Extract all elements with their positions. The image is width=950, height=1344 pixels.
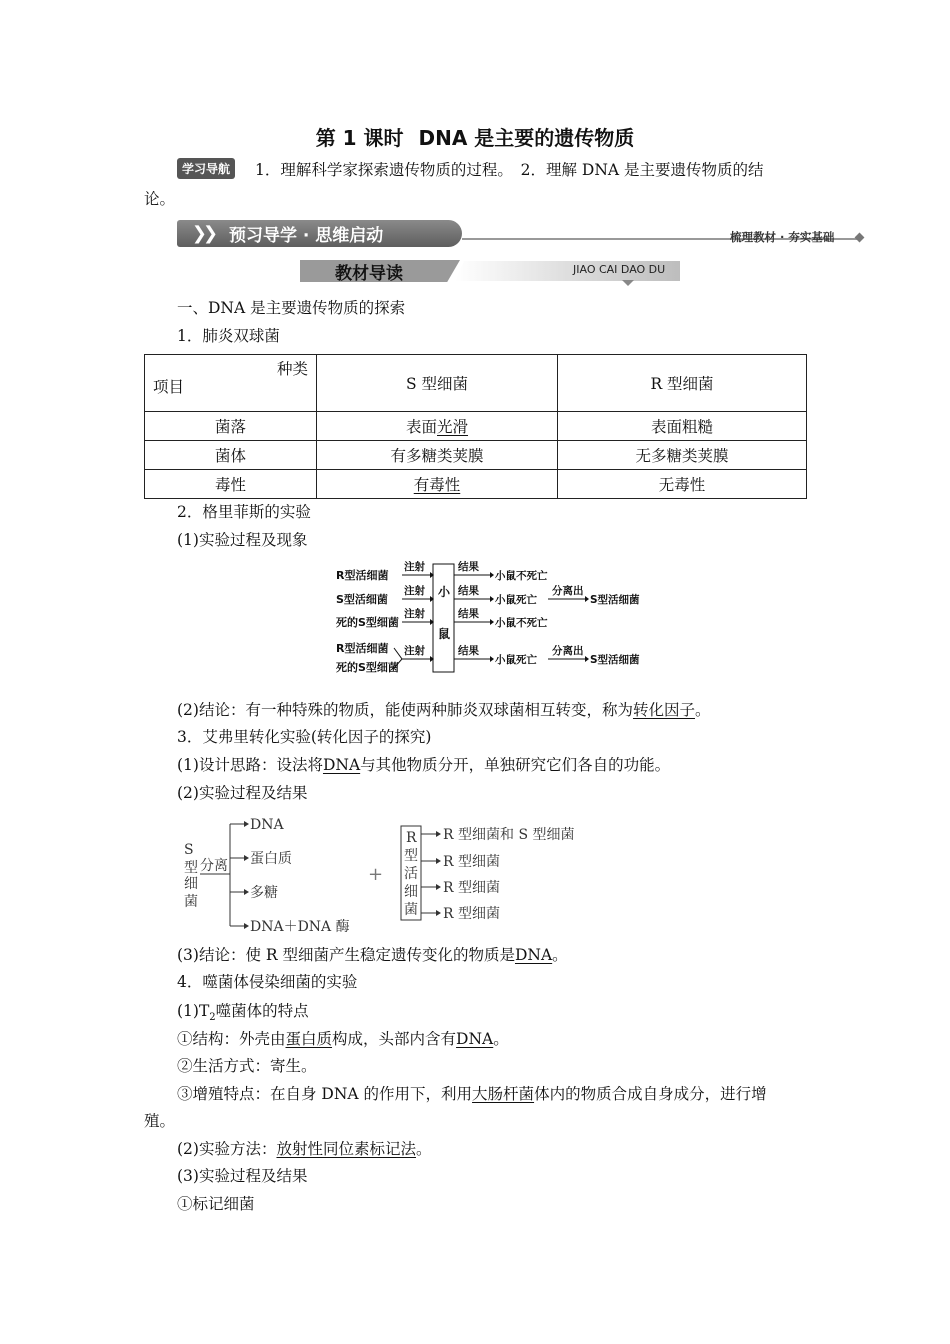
- row-label: 毒性: [145, 470, 317, 499]
- mouse-char-2: 鼠: [438, 627, 451, 641]
- result-2: R 型细菌: [443, 854, 500, 870]
- source-char: 菌: [184, 894, 198, 910]
- table-row: [145, 412, 807, 441]
- label-isolate: 分离出: [552, 585, 584, 597]
- page-title: [0, 122, 950, 151]
- table-row: [145, 470, 807, 499]
- label-result: 结果: [458, 645, 479, 657]
- avery-conclusion-end: 。: [552, 946, 568, 964]
- phage-reproduction: [177, 1084, 767, 1104]
- structure-mid: 构成，头部内含有: [332, 1030, 457, 1048]
- outcome-4: 小鼠死亡: [495, 654, 537, 666]
- avery-heading: 3．艾弗里转化实验(转化因子的探究): [177, 728, 432, 746]
- method-text: (2)实验方法：: [177, 1140, 277, 1158]
- lesson-number: 第 1 课时: [315, 126, 404, 150]
- nav-badge: 学习导航: [177, 158, 235, 179]
- label-result: 结果: [458, 561, 479, 573]
- method-end: 。: [415, 1140, 432, 1158]
- result-4: R 型细菌: [443, 906, 500, 922]
- phage-sub1-text: (1)T: [177, 1002, 210, 1020]
- result-1: R 型细菌和 S 型细菌: [443, 827, 575, 843]
- avery-conclusion-text: (3)结论：使 R 型细菌产生稳定遗传变化的物质是: [177, 946, 515, 964]
- r-box-char: 细: [404, 884, 418, 900]
- col-header-s: S 型细菌: [317, 355, 558, 412]
- row-label: 菌落: [145, 412, 317, 441]
- learning-goals-line1: 1．理解科学家探索遗传物质的过程。 2．理解 DNA 是主要遗传物质的结: [255, 161, 764, 179]
- diamond-icon: [855, 233, 865, 243]
- cell-s: [317, 470, 558, 499]
- phage-method: [177, 1139, 432, 1159]
- cell-s: [317, 412, 558, 441]
- input-s-dead-2: 死的S型细菌: [336, 661, 399, 674]
- phage-subscript: 2: [209, 1012, 216, 1024]
- avery-conclusion: [177, 945, 568, 965]
- row-label: 菌体: [145, 441, 317, 470]
- method-answer: 放射性同位素标记法: [276, 1140, 416, 1158]
- griffith-sub1: (1)实验过程及现象: [177, 531, 308, 549]
- avery-diagram: [180, 812, 600, 942]
- input-r-live: R型活细菌: [336, 569, 389, 582]
- conclusion-answer: 转化因子: [632, 701, 695, 719]
- table-corner-cell: [145, 355, 317, 412]
- griffith-diagram: [330, 556, 660, 690]
- section-heading-1: 一、DNA 是主要遗传物质的探索: [177, 299, 406, 317]
- r-box-char: R: [406, 830, 417, 846]
- cell-s: 有多糖类荚膜: [317, 441, 558, 470]
- griffith-heading: 2．格里菲斯的实验: [177, 503, 311, 521]
- cell-r: 表面粗糙: [558, 412, 807, 441]
- table-row: [145, 441, 807, 470]
- r-box-char: 活: [404, 866, 418, 882]
- part-dna-enzyme: DNA＋DNA 酶: [250, 919, 350, 935]
- design-text: (1)设计思路：设法将: [177, 756, 323, 774]
- conclusion-end: 。: [694, 701, 711, 719]
- griffith-conclusion: [177, 700, 711, 720]
- cell-r: 无毒性: [558, 470, 807, 499]
- structure-end: 。: [493, 1030, 509, 1048]
- plus-sign: +: [368, 864, 384, 885]
- structure-text: ①结构：外壳由: [177, 1030, 286, 1048]
- label-inject: 注射: [404, 561, 425, 573]
- phage-reproduction-cont: 殖。: [144, 1112, 176, 1130]
- part-polysaccharide: 多糖: [250, 885, 278, 901]
- cell-answer: 光滑: [437, 418, 469, 436]
- mouse-char-1: 小: [438, 585, 451, 599]
- phage-sub1-end: 噬菌体的特点: [215, 1002, 309, 1020]
- label-inject: 注射: [404, 608, 425, 620]
- source-char: 细: [184, 876, 198, 892]
- phage-sub3: (3)实验过程及结果: [177, 1167, 308, 1185]
- r-box-char: 菌: [404, 902, 418, 918]
- input-r-live-2: R型活细菌: [336, 642, 389, 655]
- phage-sub1: [177, 1001, 309, 1028]
- input-s-live: S型活细菌: [336, 593, 388, 606]
- phage-label-bacteria: ①标记细菌: [177, 1195, 255, 1213]
- design-answer: DNA: [322, 756, 361, 774]
- outcome-1: 小鼠不死亡: [495, 570, 548, 582]
- part-dna: DNA: [250, 817, 284, 833]
- banner-subtitle: 梳理教材 · 夯实基础: [730, 230, 835, 244]
- cell-text: 表面: [405, 418, 437, 436]
- cell-r: 无多糖类荚膜: [558, 441, 807, 470]
- source-char: 型: [184, 860, 198, 876]
- caret-down-icon: [622, 280, 634, 286]
- structure-answer-1: 蛋白质: [285, 1030, 333, 1048]
- label-inject: 注射: [404, 585, 425, 597]
- phage-structure: [177, 1029, 509, 1049]
- isolated-s-2: S型活细菌: [590, 654, 640, 666]
- section-banner: [177, 220, 462, 247]
- outcome-2: 小鼠死亡: [495, 594, 537, 606]
- double-chevron-icon: ❯❯: [191, 223, 215, 244]
- conclusion-text: (2)结论：有一种特殊的物质，能使两种肺炎双球菌相互转变，称为: [177, 701, 633, 719]
- label-result: 结果: [458, 608, 479, 620]
- input-s-dead: 死的S型细菌: [336, 616, 399, 629]
- label-result: 结果: [458, 585, 479, 597]
- design-end: 与其他物质分开，单独研究它们各自的功能。: [360, 756, 671, 774]
- r-box-char: 型: [404, 848, 418, 864]
- reproduction-end: 体内的物质合成自身成分，进行增: [534, 1085, 767, 1103]
- isolated-s-1: S型活细菌: [590, 594, 640, 606]
- reproduction-answer: 大肠杆菌: [472, 1085, 535, 1103]
- bacteria-comparison-table: [144, 354, 807, 499]
- reproduction-text: ③增殖特点：在自身 DNA 的作用下，利用: [177, 1085, 473, 1103]
- outcome-3: 小鼠不死亡: [495, 617, 548, 629]
- sub-banner-code: JIAO CAI DAO DU: [573, 263, 666, 276]
- separate-label: 分离: [200, 858, 228, 874]
- corner-bottom-label: 项目: [153, 378, 185, 396]
- corner-top-label: 种类: [276, 360, 308, 378]
- part-protein: 蛋白质: [250, 851, 292, 867]
- phage-lifestyle: ②生活方式：寄生。: [177, 1057, 317, 1075]
- avery-sub2: (2)实验过程及结果: [177, 784, 308, 802]
- source-char: S: [184, 842, 194, 858]
- avery-design: [177, 755, 670, 775]
- result-3: R 型细菌: [443, 880, 500, 896]
- cell-answer: 有毒性: [413, 476, 461, 494]
- item-pneumococcus: 1．肺炎双球菌: [177, 327, 280, 345]
- avery-conclusion-answer: DNA: [514, 946, 553, 964]
- label-isolate: 分离出: [552, 645, 584, 657]
- lesson-topic: DNA 是主要的遗传物质: [418, 126, 635, 150]
- phage-heading: 4．噬菌体侵染细菌的实验: [177, 973, 358, 991]
- learning-goals-line2: 论。: [144, 190, 176, 208]
- label-inject: 注射: [404, 645, 425, 657]
- sub-banner-title: 教材导读: [335, 264, 403, 284]
- col-header-r: R 型细菌: [558, 355, 807, 412]
- structure-answer-2: DNA: [456, 1030, 494, 1048]
- banner-title: 预习导学 · 思维启动: [229, 226, 384, 246]
